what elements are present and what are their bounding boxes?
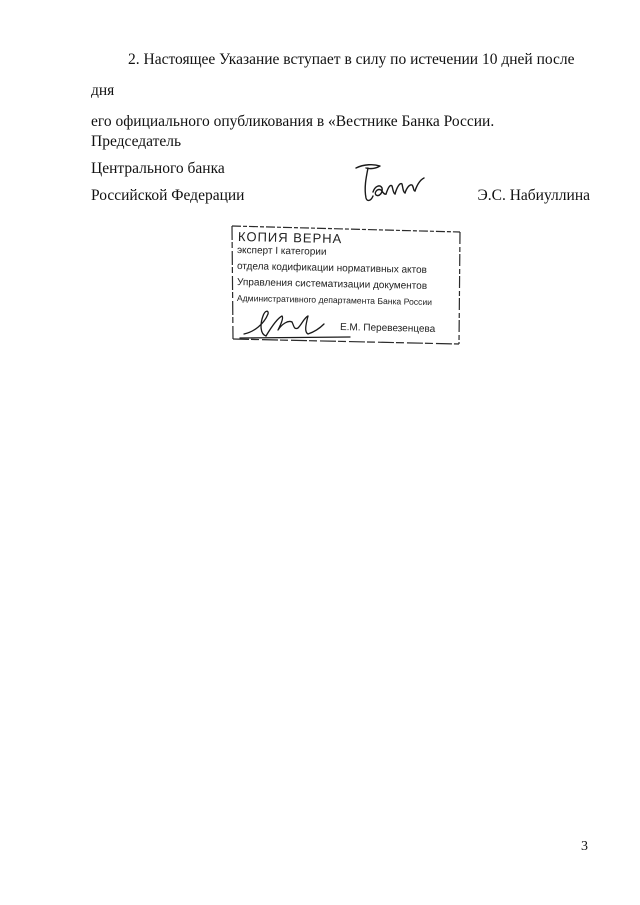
certification-stamp [228,218,464,348]
signatory-title-line-1: Председатель [91,133,182,150]
stamp-line-4: Управления систематизации документов [236,277,428,292]
stamp-line-3: отдела кодификации нормативных актов [236,261,428,276]
signatory-title-line-2: Центрального банка [91,160,225,177]
page-number: 3 [581,839,588,854]
stamp-line-5: Административного департамента Банка России [236,293,433,308]
handwritten-signature [350,160,435,208]
clause-2-line-2: его официального опубликования в «Вестнике Банка России. [91,113,495,130]
clause-2-paragraph [91,44,591,137]
stamp-line-2: эксперт I категории [236,245,327,258]
signatory-name: Э.С. Набиуллина [477,187,590,204]
signatory-title-line-3: Российской Федерации [91,187,245,204]
stamp-line-1: КОПИЯ ВЕРНА [237,229,343,247]
stamp-signer: Е.М. Перевезенцева [339,322,436,335]
clause-2-line-1: 2. Настоящее Указание вступает в силу по истечении 10 дней после дня [91,51,575,99]
